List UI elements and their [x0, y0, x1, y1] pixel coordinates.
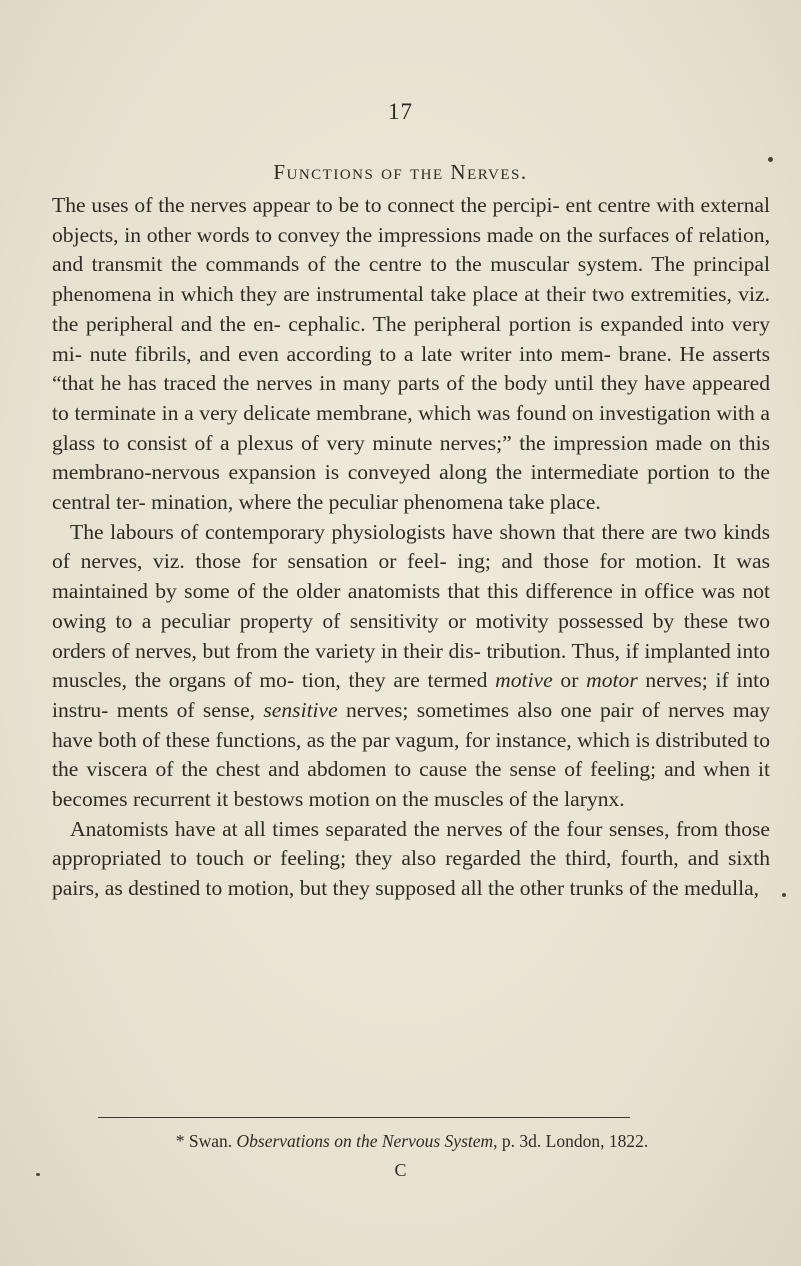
italic-term-motive: motive — [495, 668, 553, 693]
footnote-details: p. 3d. London, 1822. — [497, 1131, 649, 1151]
text-run: The uses of the nerves appear to be to connect the percipi- ent centre with external objects, in other words to convey the impressions made on the surfaces of relation, and transmit the commands of the centre to the muscular system. The principal phenomena in which they are instrumental take place at their two extremities, viz. the peripheral and the en- cephalic. The peripheral portion is expanded into very mi- nute fibrils, and even according to a late writer into mem- brane. He asserts “that he has traced the nerves in many parts of the body until they have appeared to terminate in a very delicate membrane, which was found on investigation with a glass to consist of a plexus of very minute nerves;” the impression made on this membrano-nervous expansion is conveyed along the intermediate portion to the central ter- mination, where the peculiar phenomena take place. — [52, 193, 770, 515]
footnote — [52, 1130, 772, 1152]
text-run: nerves; sometimes also one pair of nerves may have both of these functions, as the par vagum, for instance, which is distributed to the viscera of the chest and abdomen to cause the sense of feeling; and when it becomes recurrent it bestows motion on the muscles of the larynx. — [52, 697, 770, 812]
footnote-author: Swan. — [184, 1131, 237, 1151]
paragraph-2 — [52, 518, 770, 815]
text-run: The labours of contemporary physiologists have shown that there are two kinds of nerves, viz. those for sensation or feel- ing; and those for motion. It was maintained by some of the older anatomists that this difference in office was not owing to a peculiar property of sensitivity or motivity possessed by these two orders of nerves, but from the variety in their dis- tribution. Thus, if implanted into muscles, the organs of mo- tion, they are termed — [52, 519, 770, 693]
body-text — [52, 191, 770, 904]
chapter-heading: Functions of the Nerves. — [273, 160, 528, 184]
paragraph-3 — [52, 815, 770, 904]
text-run: nerves; if into instru- ments of sense, — [52, 668, 770, 722]
italic-term-sensitive: sensitive — [263, 697, 338, 722]
signature-mark: C — [394, 1160, 407, 1180]
paper-speck — [768, 157, 773, 162]
paper-speck — [36, 1173, 40, 1176]
italic-term-motor: motor — [586, 668, 638, 693]
paper-speck — [782, 893, 786, 897]
footnote-marker: * — [175, 1131, 185, 1151]
page-number: 17 — [388, 99, 413, 124]
text-run: or — [552, 668, 587, 693]
footnote-rule — [98, 1117, 630, 1118]
paragraph-1 — [52, 191, 770, 518]
text-run: Anatomists have at all times separated the nerves of the four senses, from those appropriated to touch or feeling; they also regarded the third, fourth, and sixth pairs, as destined to motion, but they supposed all the other trunks of the medulla, — [52, 816, 770, 901]
footnote-title: Observations on the Nervous System, — [236, 1131, 498, 1151]
